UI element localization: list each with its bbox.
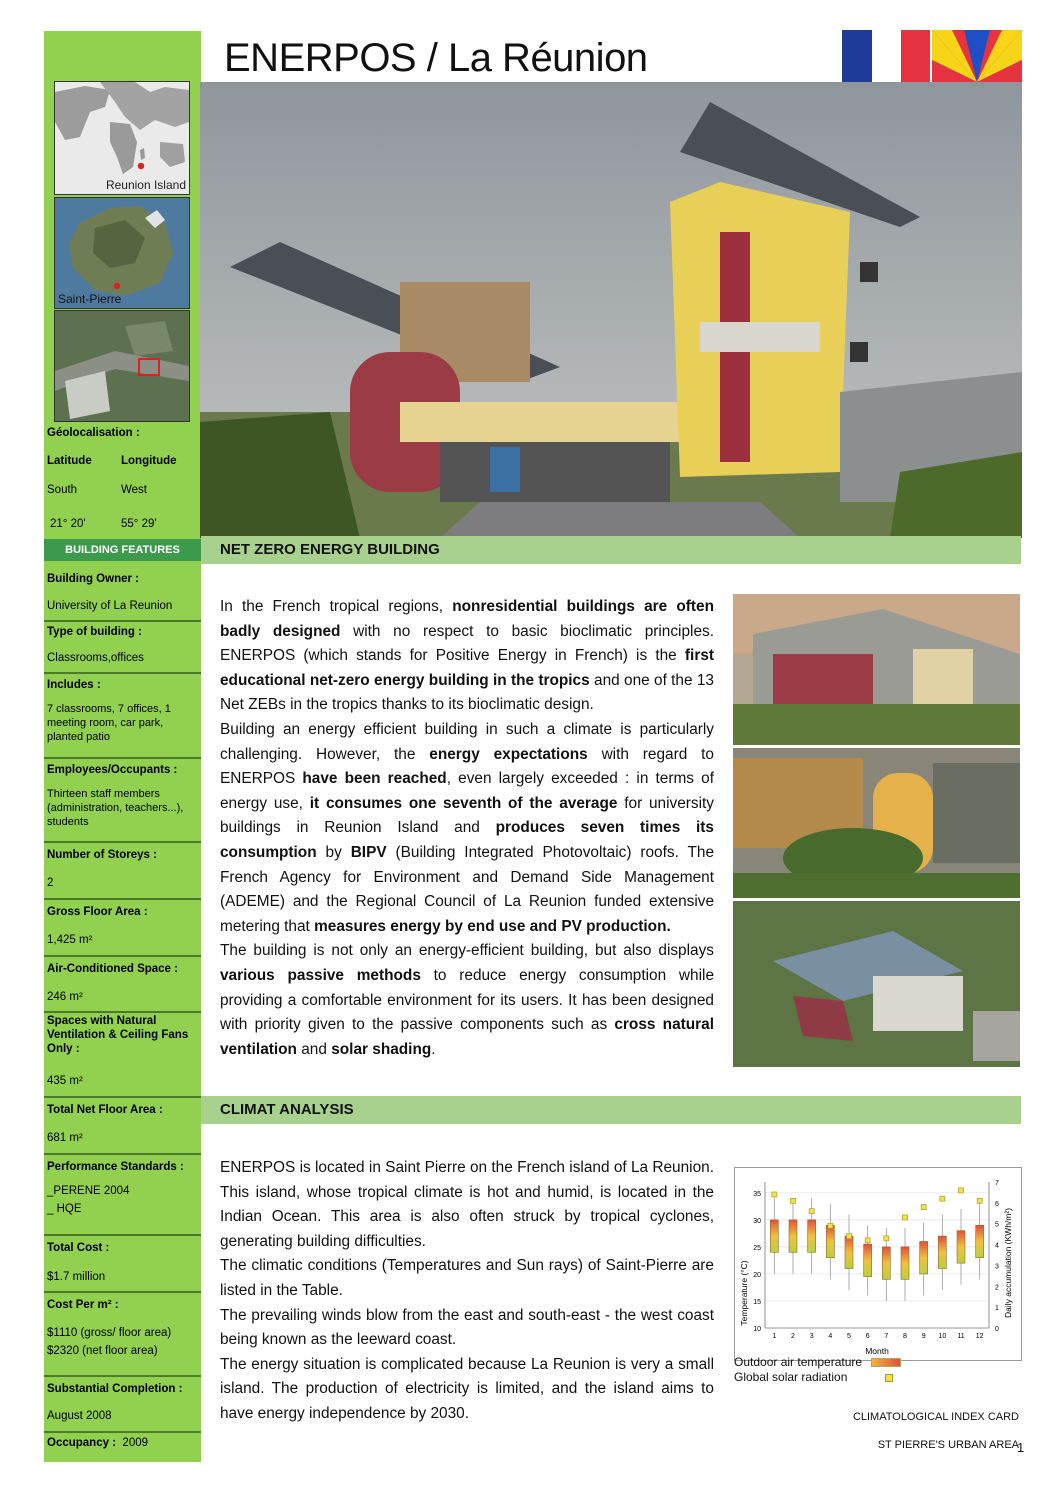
cost-per-m2-value-2: $2320 (net floor area) (47, 1345, 158, 1357)
completion-value: August 2008 (47, 1410, 112, 1422)
y2-tick-label: 7 (995, 1180, 999, 1187)
aerial-map-graphic (55, 311, 189, 421)
chart-y2label: Daily accumulation (KWh/m²) (1003, 1207, 1013, 1319)
nzeb-paragraph-3: The building is not only an energy-efficient building, but also displays various passive methods to reduce energy consumption while providing a comfortable environment for its users. It has been designed with priority given to the passive components such as cross natural ventilation and solar shading. (220, 942, 715, 1058)
climate-chart-svg (735, 1168, 1021, 1360)
divider (44, 1011, 201, 1013)
total-cost-value: $1.7 million (47, 1271, 106, 1283)
includes-value: 7 classrooms, 7 offices, 1 meeting room, car park, planted patio (47, 703, 171, 743)
performance-value-2: _ HQE (47, 1203, 82, 1215)
section-heading-nzeb: NET ZERO ENERGY BUILDING (201, 536, 1021, 564)
gross-area-label: Gross Floor Area : (47, 906, 148, 918)
sidebar (44, 31, 201, 1462)
chart-xlabel: Month (865, 1346, 889, 1356)
y-tick-label: 25 (753, 1244, 761, 1252)
temperature-box (957, 1231, 965, 1263)
legend-swatch-temperature (871, 1358, 901, 1367)
divider (44, 1375, 201, 1377)
x-tick-label: 1 (772, 1333, 777, 1340)
chart-legend (734, 1355, 901, 1385)
performance-value-1: _PERENE 2004 (47, 1185, 130, 1197)
nzeb-text (220, 595, 714, 1062)
building-illustration (200, 82, 1022, 538)
divider (44, 672, 201, 674)
side-photo-courtyard (733, 748, 1020, 898)
world-map (54, 81, 190, 195)
natural-ventilation-value: 435 m² (47, 1075, 83, 1087)
longitude-value: 55° 29' (121, 518, 157, 530)
radiation-point (977, 1198, 982, 1203)
gross-area-value: 1,425 m² (47, 934, 93, 946)
aerial-map (54, 310, 190, 422)
type-value: Classrooms,offices (47, 652, 144, 664)
y2-tick-label: 6 (995, 1200, 999, 1208)
total-cost-label: Total Cost : (47, 1242, 110, 1254)
temperature-box (864, 1244, 872, 1276)
divider (44, 1291, 201, 1293)
x-tick-label: 6 (865, 1333, 870, 1340)
y-tick-label: 35 (753, 1190, 761, 1198)
owner-label: Building Owner : (47, 573, 139, 585)
x-tick-label: 12 (975, 1333, 984, 1340)
facade-illustration (733, 594, 1020, 745)
longitude-label: Longitude (121, 455, 177, 467)
climate-paragraph-4: The energy situation is complicated because La Reunion is very a small island. The production of electricity is limited, and the island aims to have energy independence by 2030. (220, 1355, 714, 1422)
chart-ylabel: Temperature (°C) (739, 1260, 749, 1326)
radiation-point (921, 1205, 926, 1210)
y-tick-label: 15 (753, 1298, 761, 1306)
performance-label: Performance Standards : (47, 1161, 184, 1173)
divider (44, 1234, 201, 1236)
divider (44, 955, 201, 957)
natural-ventilation-label: Spaces with Natural Ventilation & Ceiling Fans Only : (47, 1015, 189, 1055)
temperature-box (808, 1220, 816, 1252)
radiation-point (828, 1223, 833, 1228)
map-world-label: Reunion Island (105, 178, 186, 192)
x-tick-label: 10 (938, 1333, 947, 1340)
ac-space-value: 246 m² (47, 991, 83, 1003)
climate-paragraph-3: The prevailing winds blow from the east and south-east - the west coast being known as the leeward coast. (220, 1306, 714, 1349)
radiation-point (791, 1198, 796, 1203)
page-number: 1 (1017, 1440, 1025, 1455)
climate-chart (734, 1167, 1022, 1361)
divider (44, 898, 201, 900)
legend-item-temperature: Outdoor air temperature (734, 1355, 901, 1370)
building-features-header: BUILDING FEATURES (44, 539, 201, 561)
divider (44, 1431, 201, 1433)
radiation-point (884, 1236, 889, 1241)
longitude-dir: West (121, 484, 147, 496)
x-tick-label: 11 (957, 1333, 965, 1340)
france-flag-icon (842, 30, 930, 82)
temperature-box (938, 1236, 946, 1268)
radiation-point (809, 1209, 814, 1214)
radiation-point (772, 1192, 777, 1197)
y2-tick-label: 2 (995, 1284, 999, 1292)
page-title: ENERPOS / La Réunion (224, 36, 648, 80)
climate-paragraph-1: ENERPOS is located in Saint Pierre on the French island of La Reunion. This island, whose tropical climate is hot and humid, is located in the Indian Ocean. This area is also often struck by tropical cyclones, generating building difficulties. (220, 1159, 714, 1250)
climate-paragraph-2: The climatic conditions (Temperatures and Sun rays) of Saint-Pierre are listed in the Table. (220, 1257, 714, 1299)
completion-label: Substantial Completion : (47, 1383, 183, 1395)
temperature-box (845, 1236, 853, 1268)
aerial-illustration (733, 901, 1020, 1067)
legend-item-radiation: Global solar radiation (734, 1370, 901, 1385)
type-label: Type of building : (47, 626, 142, 638)
temperature-box (826, 1225, 834, 1257)
latitude-label: Latitude (47, 455, 92, 467)
divider (44, 841, 201, 843)
nzeb-paragraph-1: In the French tropical regions, nonresidential buildings are often badly designed with no respect to basic bioclimatic principles. ENERPOS (which stands for Positive Energy in French) is the first educational net-zero energy building in the tropics and one of the 13 Net ZEBs in the tropics thanks to its bioclimatic design. (220, 598, 714, 714)
temperature-box (920, 1241, 928, 1273)
cost-per-m2-value-1: $1110 (gross/ floor area) (47, 1327, 172, 1339)
latitude-dir: South (47, 484, 78, 496)
divider (44, 620, 201, 622)
side-photo-facade (733, 594, 1020, 745)
owner-value: University of La Reunion (47, 600, 173, 612)
reunion-flag-icon (932, 30, 1022, 82)
radiation-point (903, 1215, 908, 1220)
net-area-value: 681 m² (47, 1132, 83, 1144)
includes-label: Includes : (47, 679, 101, 691)
net-area-label: Total Net Floor Area : (47, 1104, 163, 1116)
y2-tick-label: 5 (995, 1221, 999, 1229)
island-map (54, 197, 190, 309)
divider (44, 757, 201, 759)
caption-urban-area: ST PIERRE'S URBAN AREA (877, 1439, 1019, 1451)
occupancy-row (47, 1436, 148, 1450)
divider (44, 1153, 201, 1155)
y2-tick-label: 1 (995, 1305, 999, 1313)
x-tick-label: 8 (903, 1333, 907, 1340)
y-tick-label: 30 (753, 1217, 761, 1225)
employees-value: Thirteen staff members (administration, teachers...), students (47, 788, 184, 828)
x-tick-label: 7 (884, 1333, 889, 1340)
employees-label: Employees/Occupants : (47, 764, 178, 776)
y2-tick-label: 3 (995, 1263, 999, 1271)
x-tick-label: 5 (847, 1333, 851, 1340)
nzeb-paragraph-2: Building an energy efficient building in such a climate is particularly challenging. However, the energy expectations with regard to ENERPOS have been reached, even largely exceeded : in terms of energy use, it consumes one seventh of the average for university buildings in Reunion Island and produces seven times its consumption by BIPV (Building Integrated Photovoltaic) roofs. The French Agency for Environment and Demand Side Management (ADEME) and the Regional Council of La Reunion funded extensive metering that measures energy by end use and PV production. (220, 720, 715, 935)
side-photo-aerial (733, 901, 1020, 1067)
occupancy-value: 2009 (122, 1437, 149, 1449)
x-tick-label: 3 (809, 1333, 814, 1340)
x-tick-label: 9 (921, 1333, 926, 1340)
x-tick-label: 4 (828, 1333, 833, 1340)
hero-building-photo (200, 82, 1022, 538)
latitude-value: 21° 20' (50, 518, 86, 530)
y2-tick-label: 4 (995, 1242, 999, 1250)
temperature-box (770, 1220, 778, 1252)
geoloc-label: Géolocalisation : (47, 427, 140, 439)
map-island-label: Saint-Pierre (58, 292, 122, 306)
caption-index-card: CLIMATOLOGICAL INDEX CARD (852, 1411, 1019, 1423)
courtyard-illustration (733, 748, 1020, 898)
y-tick-label: 20 (753, 1271, 761, 1279)
occupancy-label: Occupancy : (47, 1437, 117, 1449)
temperature-box (901, 1247, 909, 1279)
y-tick-label: 10 (753, 1326, 761, 1333)
climate-text (220, 1156, 714, 1427)
section-heading-climate: CLIMAT ANALYSIS (201, 1096, 1021, 1124)
storeys-label: Number of Storeys : (47, 849, 157, 861)
cost-per-m2-label: Cost Per m² : (47, 1299, 119, 1311)
storeys-value: 2 (47, 877, 54, 889)
radiation-point (847, 1234, 852, 1239)
radiation-point (959, 1188, 964, 1193)
radiation-point (940, 1196, 945, 1201)
x-tick-label: 2 (791, 1333, 795, 1340)
temperature-box (976, 1225, 984, 1257)
divider (44, 1096, 201, 1098)
radiation-point (865, 1238, 870, 1243)
legend-swatch-radiation (885, 1374, 893, 1382)
y2-tick-label: 0 (995, 1326, 999, 1333)
temperature-box (882, 1247, 890, 1279)
ac-space-label: Air-Conditioned Space : (47, 963, 178, 975)
temperature-box (789, 1220, 797, 1252)
